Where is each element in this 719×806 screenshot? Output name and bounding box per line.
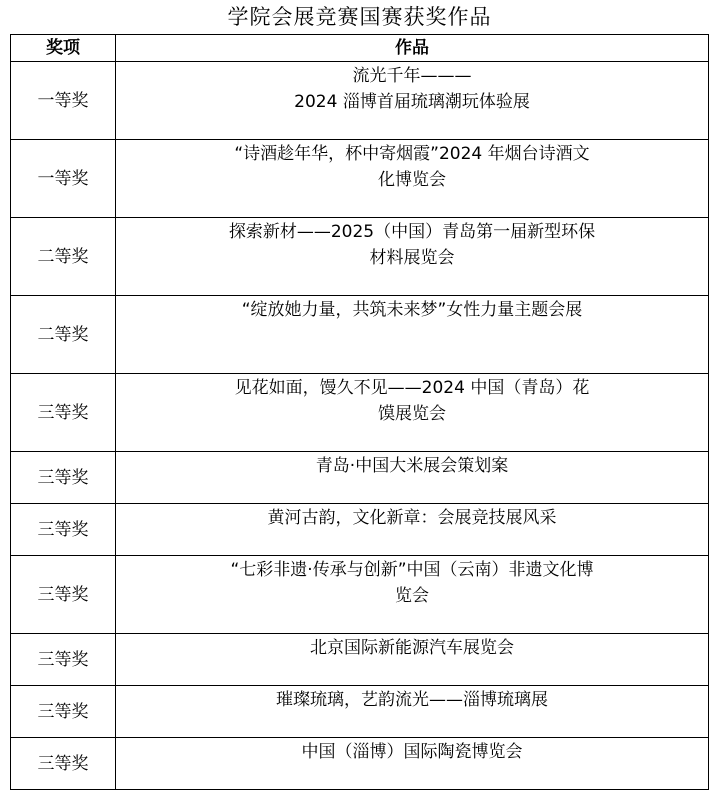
table-row xyxy=(11,504,709,556)
table-row xyxy=(11,140,709,218)
table-body xyxy=(11,62,709,790)
table-row xyxy=(11,686,709,738)
award-cell: 三等奖 xyxy=(11,634,116,686)
table-row xyxy=(11,634,709,686)
award-cell: 三等奖 xyxy=(11,374,116,452)
table-row xyxy=(11,62,709,140)
work-cell: 流光千年——— 2024 淄博首届琉璃潮玩体验展 xyxy=(116,62,709,140)
award-cell: 一等奖 xyxy=(11,140,116,218)
work-cell: 璀璨琉璃，艺韵流光——淄博琉璃展 xyxy=(116,686,709,738)
table-row xyxy=(11,218,709,296)
table-row xyxy=(11,452,709,504)
table-row xyxy=(11,296,709,374)
work-cell: “诗酒趁年华，杯中寄烟霞”2024 年烟台诗酒文化博览会 xyxy=(116,140,709,218)
table-row xyxy=(11,556,709,634)
award-cell: 三等奖 xyxy=(11,738,116,790)
award-cell: 二等奖 xyxy=(11,296,116,374)
work-cell: “绽放她力量，共筑未来梦”女性力量主题会展 xyxy=(116,296,709,374)
table-row xyxy=(11,374,709,452)
award-cell: 三等奖 xyxy=(11,556,116,634)
work-cell: 青岛·中国大米展会策划案 xyxy=(116,452,709,504)
table-header-row xyxy=(11,35,709,62)
header-award: 奖项 xyxy=(11,35,116,62)
award-cell: 一等奖 xyxy=(11,62,116,140)
awards-table xyxy=(10,34,709,790)
award-cell: 三等奖 xyxy=(11,452,116,504)
award-cell: 二等奖 xyxy=(11,218,116,296)
work-cell: 探索新材——2025（中国）青岛第一届新型环保材料展览会 xyxy=(116,218,709,296)
work-cell: “七彩非遗·传承与创新”中国（云南）非遗文化博览会 xyxy=(116,556,709,634)
table-row xyxy=(11,738,709,790)
work-cell: 黄河古韵，文化新章：会展竞技展风采 xyxy=(116,504,709,556)
work-cell: 见花如面，馒久不见——2024 中国（青岛）花馍展览会 xyxy=(116,374,709,452)
work-cell: 北京国际新能源汽车展览会 xyxy=(116,634,709,686)
page-title: 学院会展竞赛国赛获奖作品 xyxy=(227,5,492,29)
header-work: 作品 xyxy=(116,35,709,62)
award-cell: 三等奖 xyxy=(11,686,116,738)
work-cell: 中国（淄博）国际陶瓷博览会 xyxy=(116,738,709,790)
award-cell: 三等奖 xyxy=(11,504,116,556)
